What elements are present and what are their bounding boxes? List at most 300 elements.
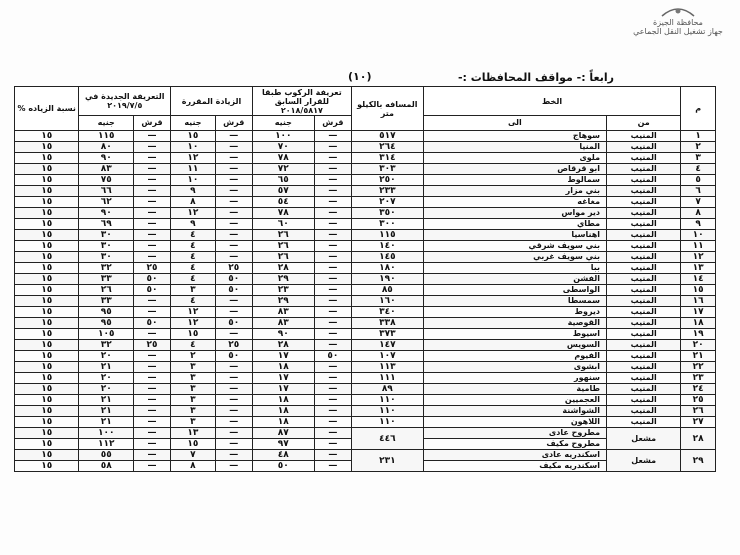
row-to: اسيوط: [423, 329, 606, 340]
header-new-piaster: قرش: [133, 116, 170, 131]
row-inc-pound: ٣: [171, 406, 216, 417]
row-new-pound: ٣٢: [79, 263, 133, 274]
row-pct: ١٥: [15, 340, 79, 351]
row-old-pound: ٥٠: [252, 461, 314, 472]
header-distance: المسافه بالكيلو متر: [351, 87, 423, 131]
table-row: [15, 340, 716, 351]
row-new-pound: ٨٠: [79, 142, 133, 153]
row-old-pound: ٢٩: [252, 274, 314, 285]
table-row: [15, 208, 716, 219]
row-new-pound: ٢١: [79, 417, 133, 428]
row-old-pound: ٢٩: [252, 296, 314, 307]
section-heading: رابعاً :- مواقف المحافظات :-: [457, 71, 614, 84]
table-row: [15, 131, 716, 142]
row-to: سوهاج: [423, 131, 606, 142]
row-inc-pound: ٣: [171, 384, 216, 395]
row-new-piaster: —: [133, 153, 170, 164]
row-new-piaster: —: [133, 186, 170, 197]
row-pct: ١٥: [15, 142, 79, 153]
row-pct: ١٥: [15, 461, 79, 472]
row-new-piaster: —: [133, 164, 170, 175]
row-new-pound: ٢١: [79, 406, 133, 417]
row-new-piaster: ٥٠: [133, 318, 170, 329]
row-new-pound: ٣٢: [79, 340, 133, 351]
row-distance: ٤٤٦: [351, 428, 423, 450]
row-new-pound: ٣٠: [79, 230, 133, 241]
row-to: اهناسيا: [423, 230, 606, 241]
row-to: الفشن: [423, 274, 606, 285]
row-inc-piaster: —: [215, 186, 252, 197]
row-distance: ١٦٠: [351, 296, 423, 307]
row-new-pound: ٢٦: [79, 285, 133, 296]
row-serial: ٥: [681, 175, 716, 186]
row-old-pound: ٥٤: [252, 197, 314, 208]
row-distance: ١٤٠: [351, 241, 423, 252]
row-serial: ١٥: [681, 285, 716, 296]
row-pct: ١٥: [15, 285, 79, 296]
row-distance: ١١٠: [351, 417, 423, 428]
row-distance: ١١٠: [351, 406, 423, 417]
row-distance: ١١٣: [351, 362, 423, 373]
row-inc-pound: ٩: [171, 186, 216, 197]
row-inc-pound: ٤: [171, 263, 216, 274]
row-old-piaster: —: [314, 329, 351, 340]
row-old-piaster: —: [314, 285, 351, 296]
row-old-piaster: —: [314, 186, 351, 197]
row-inc-piaster: —: [215, 450, 252, 461]
row-distance: ٨٩: [351, 384, 423, 395]
row-old-pound: ٦٠: [252, 219, 314, 230]
row-to: ابو قرقاص: [423, 164, 606, 175]
row-new-pound: ١٠٥: [79, 329, 133, 340]
row-to: مطاي: [423, 219, 606, 230]
row-serial: ٧: [681, 197, 716, 208]
row-old-pound: ٤٨: [252, 450, 314, 461]
table-row: [15, 197, 716, 208]
row-inc-piaster: —: [215, 252, 252, 263]
row-old-piaster: —: [314, 461, 351, 472]
row-from: المنيب: [607, 384, 681, 395]
row-inc-pound: ٤: [171, 274, 216, 285]
row-new-pound: ٣٣: [79, 296, 133, 307]
row-new-pound: ٥٨: [79, 461, 133, 472]
row-serial: ٢٤: [681, 384, 716, 395]
row-serial: ٢٠: [681, 340, 716, 351]
row-old-pound: ١٨: [252, 362, 314, 373]
row-serial: ١٧: [681, 307, 716, 318]
row-old-piaster: —: [314, 296, 351, 307]
row-to: الشواشنة: [423, 406, 606, 417]
table-row: [15, 230, 716, 241]
row-from: المنيب: [607, 318, 681, 329]
row-inc-piaster: —: [215, 329, 252, 340]
row-old-pound: ٢٣: [252, 285, 314, 296]
row-serial: ١١: [681, 241, 716, 252]
row-from: المنيب: [607, 241, 681, 252]
row-from: المنيب: [607, 164, 681, 175]
row-old-pound: ١٧: [252, 351, 314, 362]
row-new-pound: ٧٥: [79, 175, 133, 186]
row-old-pound: ١٧: [252, 373, 314, 384]
table-row: [15, 428, 716, 439]
row-distance: ١٤٥: [351, 252, 423, 263]
row-serial: ١٦: [681, 296, 716, 307]
row-pct: ١٥: [15, 318, 79, 329]
row-inc-pound: ١٠: [171, 175, 216, 186]
row-distance: ٢٣٣: [351, 186, 423, 197]
row-to: القوصية: [423, 318, 606, 329]
row-pct: ١٥: [15, 252, 79, 263]
row-pct: ١٥: [15, 439, 79, 450]
row-distance: ١٤٧: [351, 340, 423, 351]
row-distance: ١١٥: [351, 230, 423, 241]
row-inc-piaster: —: [215, 142, 252, 153]
row-old-pound: ٥٧: [252, 186, 314, 197]
row-pct: ١٥: [15, 428, 79, 439]
row-serial: ١٢: [681, 252, 716, 263]
row-inc-piaster: —: [215, 296, 252, 307]
row-old-piaster: —: [314, 318, 351, 329]
row-inc-piaster: —: [215, 208, 252, 219]
row-pct: ١٥: [15, 384, 79, 395]
governorate-logo: [622, 4, 734, 44]
row-serial: ٢٢: [681, 362, 716, 373]
row-serial: ١: [681, 131, 716, 142]
row-old-pound: ٧٢: [252, 164, 314, 175]
row-inc-pound: ١٢: [171, 208, 216, 219]
row-new-piaster: —: [133, 406, 170, 417]
row-new-piaster: —: [133, 351, 170, 362]
table-row: [15, 219, 716, 230]
header-old-piaster: قرش: [314, 116, 351, 131]
row-pct: ١٥: [15, 362, 79, 373]
row-from: المنيب: [607, 307, 681, 318]
row-old-pound: ٨٣: [252, 318, 314, 329]
table-row: [15, 186, 716, 197]
row-new-piaster: —: [133, 417, 170, 428]
row-serial: ٢٧: [681, 417, 716, 428]
row-serial: ٣: [681, 153, 716, 164]
row-old-pound: ٢٦: [252, 252, 314, 263]
row-from: المنيب: [607, 340, 681, 351]
row-new-pound: ٢٠: [79, 351, 133, 362]
row-new-pound: ٦٦: [79, 186, 133, 197]
header-new-fare: التعريفة الجديدة في ٢٠١٩/٧/٥: [79, 87, 171, 116]
row-from: المنيب: [607, 219, 681, 230]
row-from: المنيب: [607, 131, 681, 142]
table-row: [15, 153, 716, 164]
row-new-pound: ٣٣: [79, 274, 133, 285]
table-row: [15, 296, 716, 307]
row-new-piaster: ٢٥: [133, 340, 170, 351]
row-new-piaster: —: [133, 241, 170, 252]
row-old-piaster: ٥٠: [314, 351, 351, 362]
table-row: [15, 164, 716, 175]
row-inc-pound: ١٥: [171, 329, 216, 340]
row-old-piaster: —: [314, 395, 351, 406]
row-to: طامية: [423, 384, 606, 395]
row-serial: ١٣: [681, 263, 716, 274]
row-pct: ١٥: [15, 175, 79, 186]
table-body: [15, 131, 716, 472]
row-inc-piaster: ٥٠: [215, 285, 252, 296]
row-old-piaster: —: [314, 340, 351, 351]
row-new-piaster: ٥٠: [133, 274, 170, 285]
table-row: [15, 384, 716, 395]
row-from: المنيب: [607, 285, 681, 296]
row-inc-piaster: —: [215, 395, 252, 406]
row-inc-pound: ١٢: [171, 318, 216, 329]
row-inc-pound: ٣: [171, 285, 216, 296]
row-from: المنيب: [607, 373, 681, 384]
row-pct: ١٥: [15, 395, 79, 406]
logo-line-2: جهاز تشغيل النقل الجماعي: [633, 27, 723, 36]
row-distance: ٣٧٣: [351, 329, 423, 340]
table-row: [15, 142, 716, 153]
row-new-piaster: —: [133, 461, 170, 472]
row-inc-piaster: —: [215, 175, 252, 186]
table-row: [15, 373, 716, 384]
page-number: (١٠): [348, 70, 372, 83]
row-old-piaster: —: [314, 417, 351, 428]
row-pct: ١٥: [15, 406, 79, 417]
row-pct: ١٥: [15, 450, 79, 461]
row-inc-piaster: —: [215, 131, 252, 142]
row-serial: ١٩: [681, 329, 716, 340]
row-old-pound: ٨٣: [252, 307, 314, 318]
table-row: [15, 395, 716, 406]
row-inc-pound: ٤: [171, 241, 216, 252]
row-old-pound: ١٠٠: [252, 131, 314, 142]
row-old-piaster: —: [314, 142, 351, 153]
row-pct: ١٥: [15, 417, 79, 428]
row-old-piaster: —: [314, 406, 351, 417]
row-distance: ١١٠: [351, 395, 423, 406]
row-pct: ١٥: [15, 208, 79, 219]
row-inc-pound: ١٢: [171, 153, 216, 164]
row-new-piaster: —: [133, 252, 170, 263]
row-pct: ١٥: [15, 186, 79, 197]
row-old-piaster: —: [314, 274, 351, 285]
row-pct: ١٥: [15, 230, 79, 241]
row-to: اسكندريه مكيف: [423, 461, 606, 472]
row-new-pound: ٢٠: [79, 373, 133, 384]
row-serial: ٩: [681, 219, 716, 230]
row-from: المنيب: [607, 175, 681, 186]
row-inc-pound: ٨: [171, 461, 216, 472]
header-old-pound: جنيه: [252, 116, 314, 131]
table-row: [15, 329, 716, 340]
row-pct: ١٥: [15, 373, 79, 384]
row-inc-pound: ٢: [171, 351, 216, 362]
row-inc-piaster: —: [215, 307, 252, 318]
emblem-icon: [658, 4, 698, 18]
row-to: المنيا: [423, 142, 606, 153]
row-to: الفيوم: [423, 351, 606, 362]
row-serial: ٢٣: [681, 373, 716, 384]
row-inc-pound: ٤: [171, 230, 216, 241]
row-inc-piaster: —: [215, 428, 252, 439]
row-from: المنيب: [607, 351, 681, 362]
row-inc-piaster: —: [215, 219, 252, 230]
row-distance: ٣٣٨: [351, 318, 423, 329]
row-new-piaster: —: [133, 175, 170, 186]
row-from: المنيب: [607, 142, 681, 153]
row-new-pound: ٥٥: [79, 450, 133, 461]
row-inc-pound: ١٥: [171, 131, 216, 142]
table-row: [15, 450, 716, 461]
row-from: المنيب: [607, 186, 681, 197]
header-inc-piaster: قرش: [215, 116, 252, 131]
row-new-pound: ١١٢: [79, 439, 133, 450]
row-serial: ٢٥: [681, 395, 716, 406]
row-inc-pound: ٣: [171, 373, 216, 384]
row-new-piaster: —: [133, 373, 170, 384]
row-serial: ٤: [681, 164, 716, 175]
row-old-pound: ٢٨: [252, 340, 314, 351]
row-old-pound: ٧٨: [252, 208, 314, 219]
row-distance: ٢٣١: [351, 450, 423, 472]
table-row: [15, 263, 716, 274]
row-inc-pound: ١٠: [171, 142, 216, 153]
row-to: ديروط: [423, 307, 606, 318]
row-inc-pound: ١٥: [171, 439, 216, 450]
row-from: المنيب: [607, 329, 681, 340]
header-increase: الزيادة المقررة: [171, 87, 253, 116]
row-old-piaster: —: [314, 428, 351, 439]
row-old-piaster: —: [314, 219, 351, 230]
row-pct: ١٥: [15, 329, 79, 340]
row-from: مشعل: [607, 428, 681, 450]
row-new-pound: ٩٠: [79, 153, 133, 164]
row-from: المنيب: [607, 395, 681, 406]
row-old-piaster: —: [314, 131, 351, 142]
row-old-pound: ١٨: [252, 406, 314, 417]
row-pct: ١٥: [15, 197, 79, 208]
row-new-pound: ١١٥: [79, 131, 133, 142]
row-from: المنيب: [607, 263, 681, 274]
header-to: الى: [423, 116, 606, 131]
row-old-piaster: —: [314, 230, 351, 241]
row-to: ملوى: [423, 153, 606, 164]
row-distance: ٣١٤: [351, 153, 423, 164]
row-from: المنيب: [607, 417, 681, 428]
header-inc-pound: جنيه: [171, 116, 216, 131]
row-new-piaster: —: [133, 428, 170, 439]
row-pct: ١٥: [15, 241, 79, 252]
row-new-piaster: —: [133, 219, 170, 230]
row-inc-pound: ٤: [171, 252, 216, 263]
row-old-piaster: —: [314, 450, 351, 461]
row-from: المنيب: [607, 208, 681, 219]
row-new-piaster: —: [133, 329, 170, 340]
row-old-piaster: —: [314, 175, 351, 186]
row-from: المنيب: [607, 274, 681, 285]
row-distance: ٣٥٠: [351, 208, 423, 219]
row-distance: ٣٠٣: [351, 164, 423, 175]
row-to: السويس: [423, 340, 606, 351]
row-inc-piaster: —: [215, 384, 252, 395]
row-new-piaster: —: [133, 450, 170, 461]
row-serial: ١٤: [681, 274, 716, 285]
row-new-piaster: —: [133, 307, 170, 318]
row-new-piaster: ٢٥: [133, 263, 170, 274]
row-old-pound: ٢٦: [252, 241, 314, 252]
row-inc-pound: ٩: [171, 219, 216, 230]
row-to: سنهور: [423, 373, 606, 384]
row-inc-piaster: —: [215, 362, 252, 373]
row-to: سمالوط: [423, 175, 606, 186]
row-new-pound: ٢٠: [79, 384, 133, 395]
row-old-pound: ٢٨: [252, 263, 314, 274]
row-inc-piaster: —: [215, 153, 252, 164]
row-inc-pound: ٧: [171, 450, 216, 461]
row-serial: ١٨: [681, 318, 716, 329]
row-serial: ٢٨: [681, 428, 716, 450]
row-to: بني مزار: [423, 186, 606, 197]
row-old-pound: ٦٥: [252, 175, 314, 186]
row-distance: ١٨٠: [351, 263, 423, 274]
row-pct: ١٥: [15, 153, 79, 164]
row-old-piaster: —: [314, 439, 351, 450]
row-to: مطروح مكيف: [423, 439, 606, 450]
table-row: [15, 351, 716, 362]
row-from: المنيب: [607, 296, 681, 307]
row-old-pound: ٨٧: [252, 428, 314, 439]
row-inc-piaster: —: [215, 406, 252, 417]
row-inc-piaster: ٢٥: [215, 340, 252, 351]
row-new-piaster: ٥٠: [133, 285, 170, 296]
table-row: [15, 318, 716, 329]
row-new-piaster: —: [133, 142, 170, 153]
row-to: العجميين: [423, 395, 606, 406]
row-new-piaster: —: [133, 362, 170, 373]
table-row: [15, 241, 716, 252]
row-inc-piaster: —: [215, 164, 252, 175]
row-pct: ١٥: [15, 263, 79, 274]
row-new-piaster: —: [133, 296, 170, 307]
row-new-pound: ٦٢: [79, 197, 133, 208]
table-row: [15, 307, 716, 318]
row-new-pound: ٩٥: [79, 318, 133, 329]
row-to: بني سويف غربي: [423, 252, 606, 263]
table-row: [15, 362, 716, 373]
row-old-piaster: —: [314, 362, 351, 373]
row-to: سمسطا: [423, 296, 606, 307]
row-pct: ١٥: [15, 164, 79, 175]
row-old-pound: ٢٦: [252, 230, 314, 241]
row-to: مغاغه: [423, 197, 606, 208]
row-inc-pound: ١٢: [171, 307, 216, 318]
row-old-piaster: —: [314, 252, 351, 263]
row-new-pound: ٣٠: [79, 252, 133, 263]
row-from: المنيب: [607, 406, 681, 417]
row-new-piaster: —: [133, 384, 170, 395]
row-from: المنيب: [607, 252, 681, 263]
row-new-pound: ١٠٠: [79, 428, 133, 439]
row-new-piaster: —: [133, 439, 170, 450]
row-serial: ٢١: [681, 351, 716, 362]
row-old-piaster: —: [314, 208, 351, 219]
row-inc-piaster: —: [215, 373, 252, 384]
row-serial: ٢٩: [681, 450, 716, 472]
row-inc-piaster: —: [215, 417, 252, 428]
row-inc-piaster: ٥٠: [215, 351, 252, 362]
row-old-piaster: —: [314, 307, 351, 318]
row-new-piaster: —: [133, 197, 170, 208]
row-old-pound: ١٨: [252, 395, 314, 406]
header-old-fare: تعريفة الركوب طبقا للقرار السابق ٢٠١٨/٥٨١٧: [252, 87, 351, 116]
